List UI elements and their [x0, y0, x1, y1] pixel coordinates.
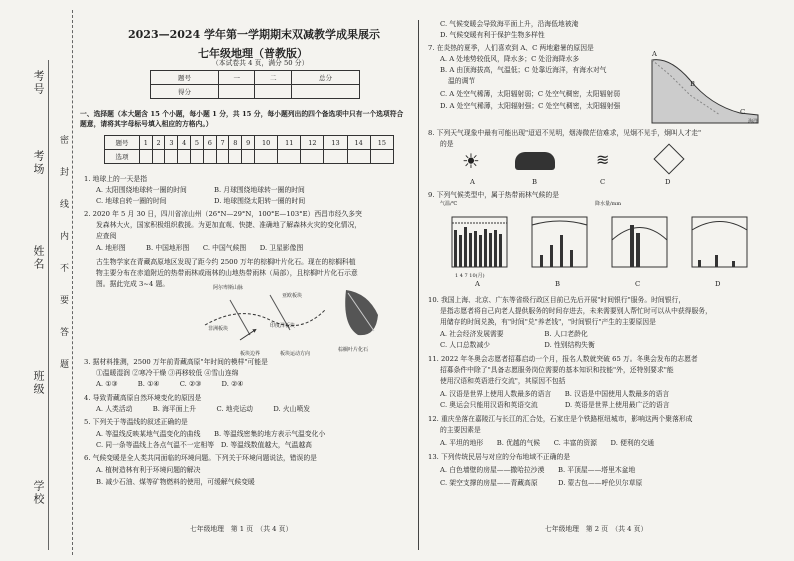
q7-label-sea: 海洋: [748, 119, 759, 125]
left-line: A. 等温线反映某地气温变化的曲线 B. 等温线密集的地方表示气温变化小: [96, 430, 326, 438]
score-table: 题号 一 二 总分 得分: [150, 70, 360, 99]
q8-label-d: D: [665, 178, 671, 186]
right-line: 的是: [440, 140, 454, 148]
right-line: B. A 由顶海拔高，气温低；C 处靠近海洋，有海水对气: [440, 66, 607, 74]
plate-map: [200, 290, 330, 350]
right-line: C. 人口总数减少 D. 性别结构失衡: [440, 341, 595, 349]
fossil-image: [338, 285, 383, 340]
right-line: C. 奥运会只能用汉语和英语交流 D. 英语是世界上使用最广泛的语言: [440, 401, 670, 409]
q7-label-c: C: [740, 108, 746, 116]
left-line: C. 地球自转一圈的时间 D. 地球围绕太阳转一圈的时间: [96, 197, 306, 205]
q7-label-a: A: [652, 50, 657, 58]
right-line: 8. 下列天气现象中最有可能出现"迢迢不见明，烟涛微茫信难求，见炯不见手，炯叫人才走": [428, 129, 702, 137]
venue-label: 考场: [32, 150, 45, 176]
section1-intro-2: 题意，请将其字母标号填入相应的方格内。）: [80, 120, 213, 128]
left-line: A. 太阳围绕地球转一圈的时间 B. 月球围绕地球转一圈的时间: [96, 186, 305, 194]
school-label: 学校: [32, 480, 45, 506]
left-line: C. 同一条等温线上各点气温不一定相等 D. 等温线数值越大，气温越高: [96, 441, 312, 449]
footer-left: 七年级地理 第 1 页 （共 4 页）: [190, 525, 293, 533]
name-label: 姓名: [32, 245, 45, 271]
sandstorm-icon: [653, 143, 684, 174]
right-line: 12. 重庆坐落在嘉陵江与长江的汇合处，石家庄是个铁路枢纽城市，影响这两个聚落形成: [428, 415, 693, 423]
left-line: 2. 2020 年 5 月 30 日，四川省凉山州（26°N—29°N，100°E—103°E）西昌市经久多突: [84, 210, 362, 218]
exam-subtitle: 七年级地理（普教版）: [198, 47, 308, 60]
left-line: 应查阅: [96, 232, 117, 240]
right-line: 是指志愿者将自己向老人提供服务的时间存进去，未来需要别人帮忙时可以从中获得服务，: [440, 307, 712, 315]
q9-temp-axis-label: 气温/℃: [440, 201, 458, 207]
eurasia-label: 亚欧板块: [282, 293, 303, 299]
climate-chart-b: [520, 205, 600, 275]
q7-label-b: B: [690, 80, 695, 88]
right-line: 11. 2022 年冬奥会志愿者招募启动一个月，报名人数就突破 65 万。冬奥会发布的志愿者: [428, 355, 698, 363]
q8-label-a: A: [470, 178, 475, 186]
q9-label-a: A: [475, 280, 480, 288]
right-line: 使用汉语和英语进行交流"，其原因不包括: [440, 377, 566, 385]
left-line: A. 人类活动 B. 海平面上升 C. 地壳运动 D. 火山喷发: [96, 405, 311, 413]
right-line: C. A 处空气稀薄，太阳辐射弱；C 处空气稠密，太阳辐射弱: [440, 90, 621, 98]
fossil-label: 棕榈叶片化石: [338, 347, 369, 353]
side-line-1: [48, 60, 50, 550]
left-line: 物主要分布在赤道附近的热带雨林或雨林的山地热带雨林（局部），且棕榈叶片化石示意: [96, 269, 358, 277]
right-line: A. 社会经济发展需要 B. 人口老龄化: [440, 330, 588, 338]
left-line: 5. 下列关于等温线的叙述正确的是: [84, 418, 188, 426]
left-line: 古生物学家在青藏高原地区发现了距今约 2500 万年的棕榈叶片化石。现在的棕榈科植: [96, 258, 356, 266]
right-line: 9. 下列气候类型中，属于热带雨林气候的是: [428, 191, 559, 199]
legend-boundary: 板块边界: [240, 351, 261, 357]
q8-label-b: B: [532, 178, 537, 186]
q9-label-d: D: [715, 280, 721, 288]
left-line: 3. 据材料推测，2500 万年前青藏高原"年时间的模样"可能是: [84, 358, 268, 366]
left-line: A. 地形图 B. 中国地形图 C. 中国气候图 D. 卫星影像图: [96, 244, 304, 252]
right-line: C. 气候变暖会导致海平面上升，沿海低地被淹: [440, 20, 579, 28]
right-line: 7. 在炎热的夏季，人们喜欢到 A、C 两地避暑的原因是: [428, 44, 594, 52]
left-line: ①温暖湿润 ②寒冷干燥 ③再移较低 ④雪山连绵: [96, 369, 239, 377]
climate-chart-d: [680, 205, 760, 275]
legend-direction: 板块运动方向: [280, 351, 311, 357]
right-line: 的主要因素是: [440, 426, 481, 434]
q8-label-c: C: [600, 178, 606, 186]
left-line: 6. 气候变暖是全人类共同面临的环境问题。下列关于环境问题说法，错误的是: [84, 454, 317, 462]
climate-chart-a: [440, 205, 520, 275]
class-label: 班级: [32, 370, 45, 396]
column-divider: [418, 20, 419, 550]
seal-warning: 密 封 线 内 不 要 答 题: [60, 136, 70, 370]
right-line: 温的调节: [448, 77, 476, 85]
right-line: A. 白色墙壁的房屋——撒哈拉沙漠 B. 平顶屋——塔里木盆地: [440, 466, 636, 474]
right-line: A. 汉语是世界上使用人数最多的语言 B. 汉语是中国使用人数最多的语言: [440, 390, 670, 398]
left-line: B. 减少石油、煤等矿物燃料的使用，可缓解气候变暖: [96, 478, 255, 486]
africa-label: 非洲板块: [208, 326, 229, 332]
left-line: A. 植树造林有利于环境问题的解决: [96, 466, 201, 474]
right-line: 招募条件中除了"具备志愿服务岗位需要的基本知识和技能"外，还特别要求"能: [440, 366, 674, 374]
right-line: 13. 下列传统民居与对应的分布地域不正确的是: [428, 453, 571, 461]
q9-precip-axis-label: 降水量/mm: [595, 201, 622, 207]
climate-chart-c: [600, 205, 680, 275]
right-line: 用储存的时间兑换，有"时间"兑"养老钱"，"时间银行"产生的主要原因是: [440, 318, 656, 326]
footer-right: 七年级地理 第 2 页 （共 4 页）: [545, 525, 648, 533]
right-line: D. 气候变暖有利于保护生物多样性: [440, 31, 545, 39]
thunderstorm-cloud-icon: [515, 152, 555, 170]
q9-label-c: C: [635, 280, 641, 288]
q9-label-b: B: [555, 280, 560, 288]
right-line: C. 架空支撑的房屋——青藏高原 D. 蒙古包——呼伦贝尔草原: [440, 479, 643, 487]
q9-x-axis-label: 1 4 7 10(月): [455, 273, 485, 279]
fog-icon: ≋: [596, 150, 610, 169]
map-title: 阿尔卑斯山脉: [213, 285, 244, 291]
right-line: D. A 处空气稀薄，太阳辐射强；C 处空气稠密，太阳辐射强: [440, 102, 621, 110]
answer-table: 题号 1 2 3 4 5 6 7 8 9 10 11 12 13 14 15 选项: [104, 135, 394, 164]
left-line: A. ①③ B. ①④ C. ②③ D. ②④: [96, 380, 244, 388]
left-line: 发森林大火，国家积极组织救援。为更加直观、快捷、准确地了解森林火灾的变化情况，: [96, 221, 362, 229]
india-label: 印度洋板块: [270, 323, 296, 329]
right-line: A. 平坦的地形 B. 优越的气候 C. 丰富的资源 D. 便利的交通: [440, 439, 655, 447]
exam-no-label: 考号: [32, 70, 45, 96]
left-line: 4. 导致青藏高原自然环境变化的原因是: [84, 394, 202, 402]
side-line-2: [72, 10, 74, 555]
left-line: 1. 地球上的一天是指: [84, 175, 148, 183]
right-line: A. A 处地势较低风，降水多；C 处沿海降水多: [440, 55, 580, 63]
section1-intro-1: 一、选择题（本大题含 15 个小题，每小题 1 分，共 15 分，每小题列出的四个备选项中只有一个选项符合: [80, 110, 404, 118]
exam-title: 2023—2024 学年第一学期期末双减教学成果展示: [128, 28, 381, 41]
exam-note: （本试卷共 4 页，满分 50 分）: [212, 59, 309, 67]
right-line: 10. 我国上海、北京、广东等省级行政区目前已先后开展"时间银行"服务。时间银行，: [428, 296, 686, 304]
left-line: 图。据此完成 3~4 题。: [96, 280, 170, 288]
sun-icon: ☀: [462, 149, 480, 173]
